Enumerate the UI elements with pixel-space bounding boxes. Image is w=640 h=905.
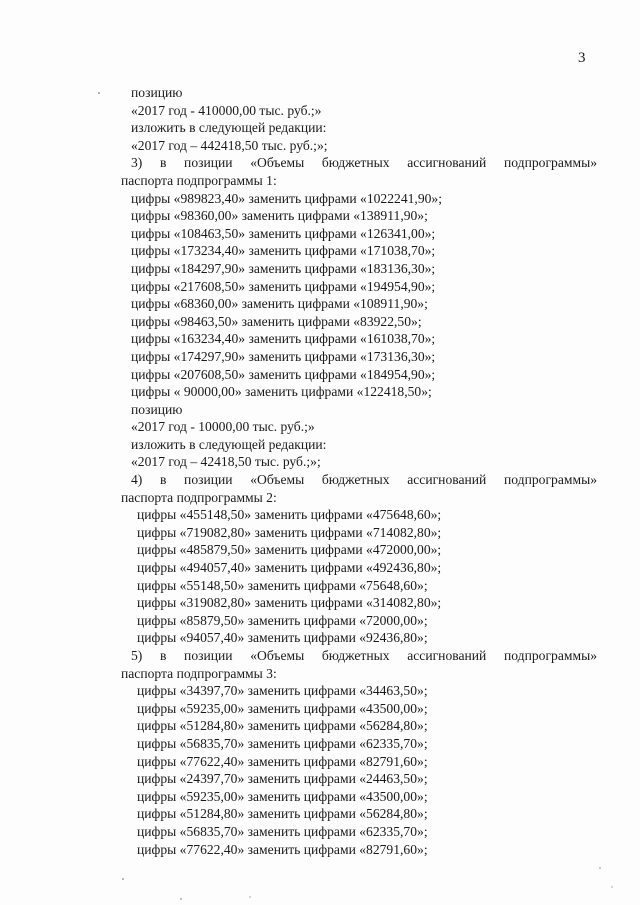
document-line: цифры «217608,50» заменить цифрами «194954,90»; bbox=[131, 278, 436, 294]
section-heading-line: 4) в позиции «Объемы бюджетных ассигнований подпрограммы» bbox=[131, 472, 597, 488]
document-line: цифры «173234,40» заменить цифрами «171038,70»; bbox=[131, 243, 436, 259]
document-line: цифры «455148,50» заменить цифрами «475648,60»; bbox=[137, 507, 442, 523]
document-line: цифры «163234,40» заменить цифрами «161038,70»; bbox=[131, 331, 436, 347]
document-line: цифры «719082,80» заменить цифрами «714082,80»; bbox=[137, 524, 442, 540]
document-line: «2017 год – 42418,50 тыс. руб.;»; bbox=[131, 454, 321, 470]
document-line: цифры «68360,00» заменить цифрами «108911,90»; bbox=[131, 296, 428, 312]
document-line: цифры «77622,40» заменить цифрами «82791,60»; bbox=[137, 841, 428, 857]
document-line: «2017 год - 10000,00 тыс. руб.;» bbox=[131, 419, 315, 435]
document-line: паспорта подпрограммы 1: bbox=[121, 172, 277, 188]
page-number: 3 bbox=[578, 50, 586, 66]
document-line: цифры «98360,00» заменить цифрами «138911,90»; bbox=[131, 208, 428, 224]
document-line: цифры «494057,40» заменить цифрами «492436,80»; bbox=[137, 560, 442, 576]
document-line: цифры «174297,90» заменить цифрами «173136,30»; bbox=[131, 348, 436, 364]
document-line: позицию bbox=[131, 401, 183, 417]
document-line: цифры «485879,50» заменить цифрами «472000,00»; bbox=[137, 542, 442, 558]
document-line: цифры «59235,00» заменить цифрами «43500,00»; bbox=[137, 700, 428, 716]
document-line: цифры «108463,50» заменить цифрами «126341,00»; bbox=[131, 225, 436, 241]
document-line: цифры «24397,70» заменить цифрами «24463,50»; bbox=[137, 771, 428, 787]
document-line: «2017 год – 442418,50 тыс. руб.;»; bbox=[131, 137, 328, 153]
document-line: цифры «207608,50» заменить цифрами «184954,90»; bbox=[131, 366, 436, 382]
section-heading-line: 5) в позиции «Объемы бюджетных ассигнований подпрограммы» bbox=[131, 648, 597, 663]
document-line: цифры «94057,40» заменить цифрами «92436,80»; bbox=[137, 630, 428, 646]
scan-speck bbox=[611, 886, 612, 887]
document-line: паспорта подпрограммы 2: bbox=[121, 489, 277, 505]
scan-speck bbox=[98, 92, 100, 94]
document-line: цифры «34397,70» заменить цифрами «34463,50»; bbox=[137, 683, 428, 699]
document-line: цифры «184297,90» заменить цифрами «183136,30»; bbox=[131, 260, 436, 276]
document-line: цифры « 90000,00» заменить цифрами «122418,50»; bbox=[131, 384, 432, 400]
scan-speck bbox=[249, 896, 250, 897]
document-line: «2017 год - 410000,00 тыс. руб.;» bbox=[131, 102, 322, 118]
section-heading-line: 3) в позиции «Объемы бюджетных ассигнований подпрограммы» bbox=[131, 155, 597, 171]
document-line: цифры «85879,50» заменить цифрами «72000,00»; bbox=[137, 612, 428, 628]
document-line: изложить в следующей редакции: bbox=[131, 436, 327, 452]
document-line: позицию bbox=[131, 85, 183, 100]
document-line: цифры «989823,40» заменить цифрами «1022241,90»; bbox=[131, 190, 442, 206]
document-line: цифры «51284,80» заменить цифрами «56284,80»; bbox=[137, 718, 428, 734]
document-line: цифры «77622,40» заменить цифрами «82791,60»; bbox=[137, 753, 428, 769]
document-line: цифры «55148,50» заменить цифрами «75648,60»; bbox=[137, 577, 428, 593]
document-line: цифры «56835,70» заменить цифрами «62335,70»; bbox=[137, 735, 428, 751]
document-line: цифры «319082,80» заменить цифрами «314082,80»; bbox=[137, 595, 442, 611]
scan-speck bbox=[599, 867, 600, 868]
document-line: цифры «51284,80» заменить цифрами «56284,80»; bbox=[137, 806, 428, 822]
document-line: цифры «56835,70» заменить цифрами «62335,70»; bbox=[137, 823, 428, 839]
document-line: цифры «59235,00» заменить цифрами «43500,00»; bbox=[137, 788, 428, 804]
document-line: паспорта подпрограммы 3: bbox=[121, 665, 277, 681]
scan-speck bbox=[180, 898, 181, 899]
document-line: цифры «98463,50» заменить цифрами «83922,50»; bbox=[131, 313, 422, 329]
scan-speck bbox=[122, 878, 124, 880]
document-line: изложить в следующей редакции: bbox=[131, 120, 327, 136]
